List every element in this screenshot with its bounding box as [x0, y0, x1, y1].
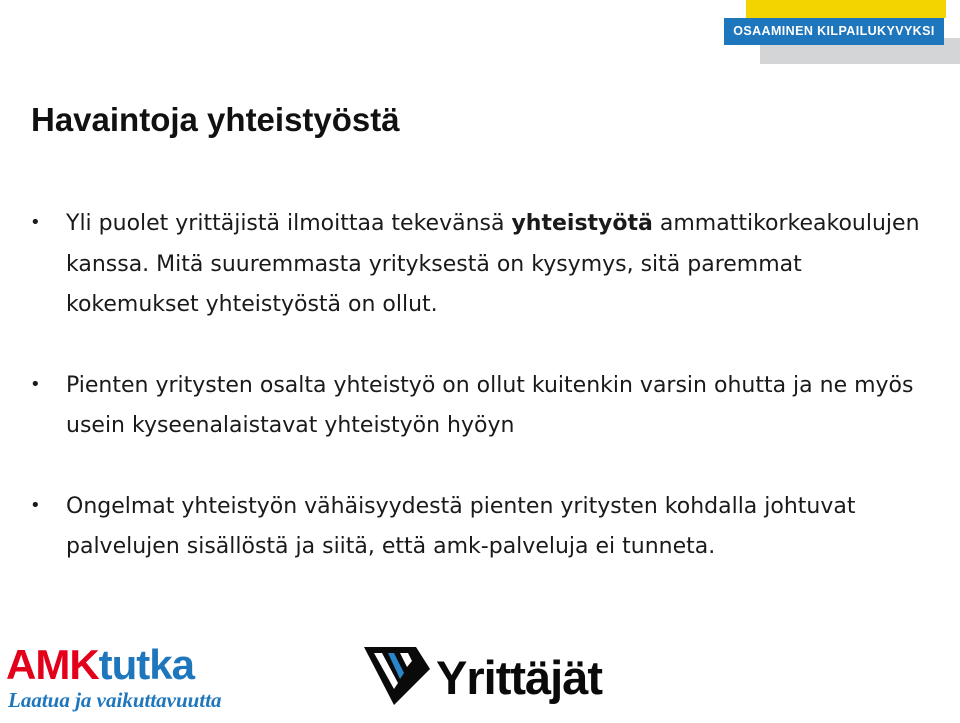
bullet-icon: •: [30, 494, 41, 516]
bullet-2-text: Pienten yritysten osalta yhteistyö on ollut kuitenkin varsin ohutta ja ne myös usein kyseenalaistavat yhteistyön hyöyn: [66, 372, 914, 438]
bullet-icon: •: [30, 212, 41, 233]
slide-title: Havaintoja yhteistyöstä: [31, 101, 400, 138]
banner-yellow-stripe: [746, 0, 946, 18]
bullet-icon: •: [30, 373, 41, 395]
yrittajat-emblem-icon: [364, 643, 436, 707]
bullet-1-text-after: ammattikorkeakoulujen kanssa. Mitä suuremmasta yrityksestä on kysymys, sitä paremmat kokemukset yhteistyöstä on ollut.: [66, 211, 920, 317]
amktutka-part2: tutka: [98, 641, 195, 688]
bullet-item-1: [30, 204, 930, 326]
bullet-1-bold: yhteistyötä: [511, 211, 653, 236]
bullet-item-3: [30, 487, 930, 568]
bullet-list: [30, 204, 930, 608]
amktutka-tagline: Laatua ja vaikuttavuutta: [8, 688, 222, 712]
bullet-1-text-before: Yli puolet yrittäjistä ilmoittaa tekevänsä: [66, 211, 512, 236]
bullet-item-2: [30, 366, 930, 447]
amktutka-wordmark: [6, 641, 222, 688]
header-banner: [720, 0, 960, 66]
amktutka-part1: AMK: [6, 641, 99, 688]
bullet-3-text: Ongelmat yhteistyön vähäisyydestä pienten yritysten kohdalla johtuvat palvelujen sisällöstä ja siitä, että amk-palveluja ei tunneta.: [66, 493, 856, 559]
yrittajat-name: Yrittäjät: [436, 651, 602, 704]
amktutka-logo: [6, 641, 222, 713]
banner-label: OSAAMINEN KILPAILUKYVYKSI: [724, 18, 944, 45]
